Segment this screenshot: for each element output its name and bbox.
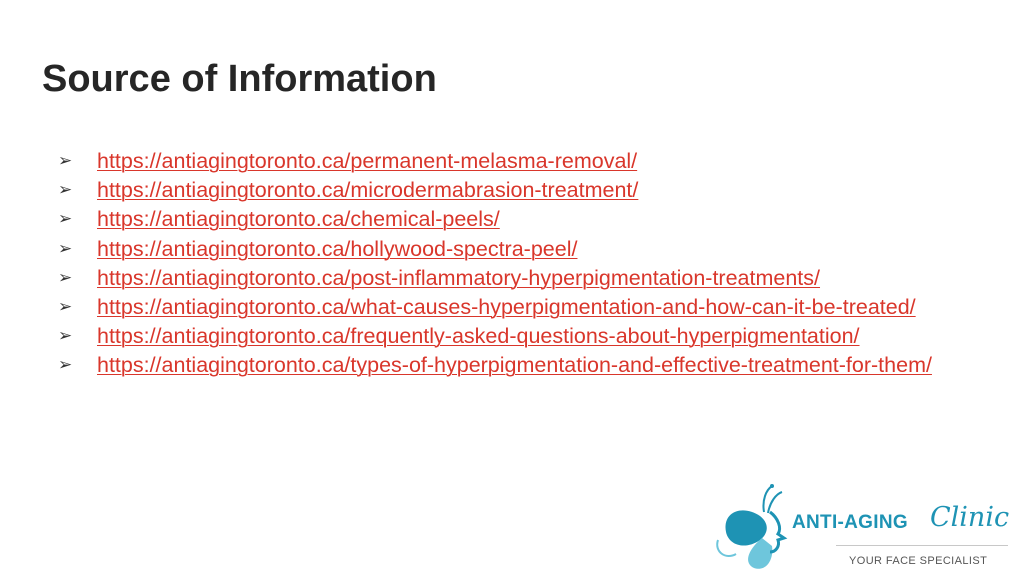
- clinic-logo: [712, 482, 1012, 572]
- list-item: [0, 322, 957, 351]
- butterfly-face-icon: [712, 482, 802, 572]
- source-link[interactable]: https://antiagingtoronto.ca/hollywood-spectra-peel/: [97, 236, 578, 261]
- logo-tagline: YOUR FACE SPECIALIST: [849, 555, 988, 567]
- list-item: [0, 235, 957, 264]
- source-link[interactable]: https://antiagingtoronto.ca/permanent-melasma-removal/: [97, 149, 638, 173]
- logo-script-text: Clinic: [930, 502, 1010, 533]
- logo-brand-text: ANTI-AGING: [792, 512, 908, 533]
- source-link[interactable]: https://antiagingtoronto.ca/frequently-asked-questions-about-hyperpigmentation/: [97, 324, 860, 349]
- arrow-bullet-icon: ➢: [58, 326, 73, 347]
- source-link[interactable]: https://antiagingtoronto.ca/types-of-hyperpigmentation-and-effective-treatment-for-them/: [97, 353, 932, 378]
- source-link[interactable]: https://antiagingtoronto.ca/what-causes-hyperpigmentation-and-how-can-it-be-treated/: [97, 295, 916, 320]
- source-link[interactable]: https://antiagingtoronto.ca/post-inflammatory-hyperpigmentation-treatments/: [97, 265, 821, 290]
- list-item: [0, 205, 957, 234]
- arrow-bullet-icon: ➢: [58, 267, 73, 288]
- list-item: [0, 351, 957, 380]
- source-link-list: [0, 147, 1024, 381]
- list-item: [0, 293, 957, 322]
- arrow-bullet-icon: ➢: [58, 180, 73, 201]
- list-item: [0, 264, 957, 293]
- arrow-bullet-icon: ➢: [58, 355, 73, 376]
- list-item: [0, 176, 957, 205]
- list-item: [0, 147, 957, 176]
- logo-divider: [836, 545, 1008, 546]
- arrow-bullet-icon: ➢: [58, 297, 73, 318]
- arrow-bullet-icon: ➢: [58, 151, 73, 171]
- slide-title: Source of Information: [42, 58, 437, 100]
- arrow-bullet-icon: ➢: [58, 209, 73, 230]
- source-link[interactable]: https://antiagingtoronto.ca/chemical-peels/: [97, 207, 500, 232]
- source-link[interactable]: https://antiagingtoronto.ca/microdermabrasion-treatment/: [97, 178, 639, 203]
- arrow-bullet-icon: ➢: [58, 238, 73, 259]
